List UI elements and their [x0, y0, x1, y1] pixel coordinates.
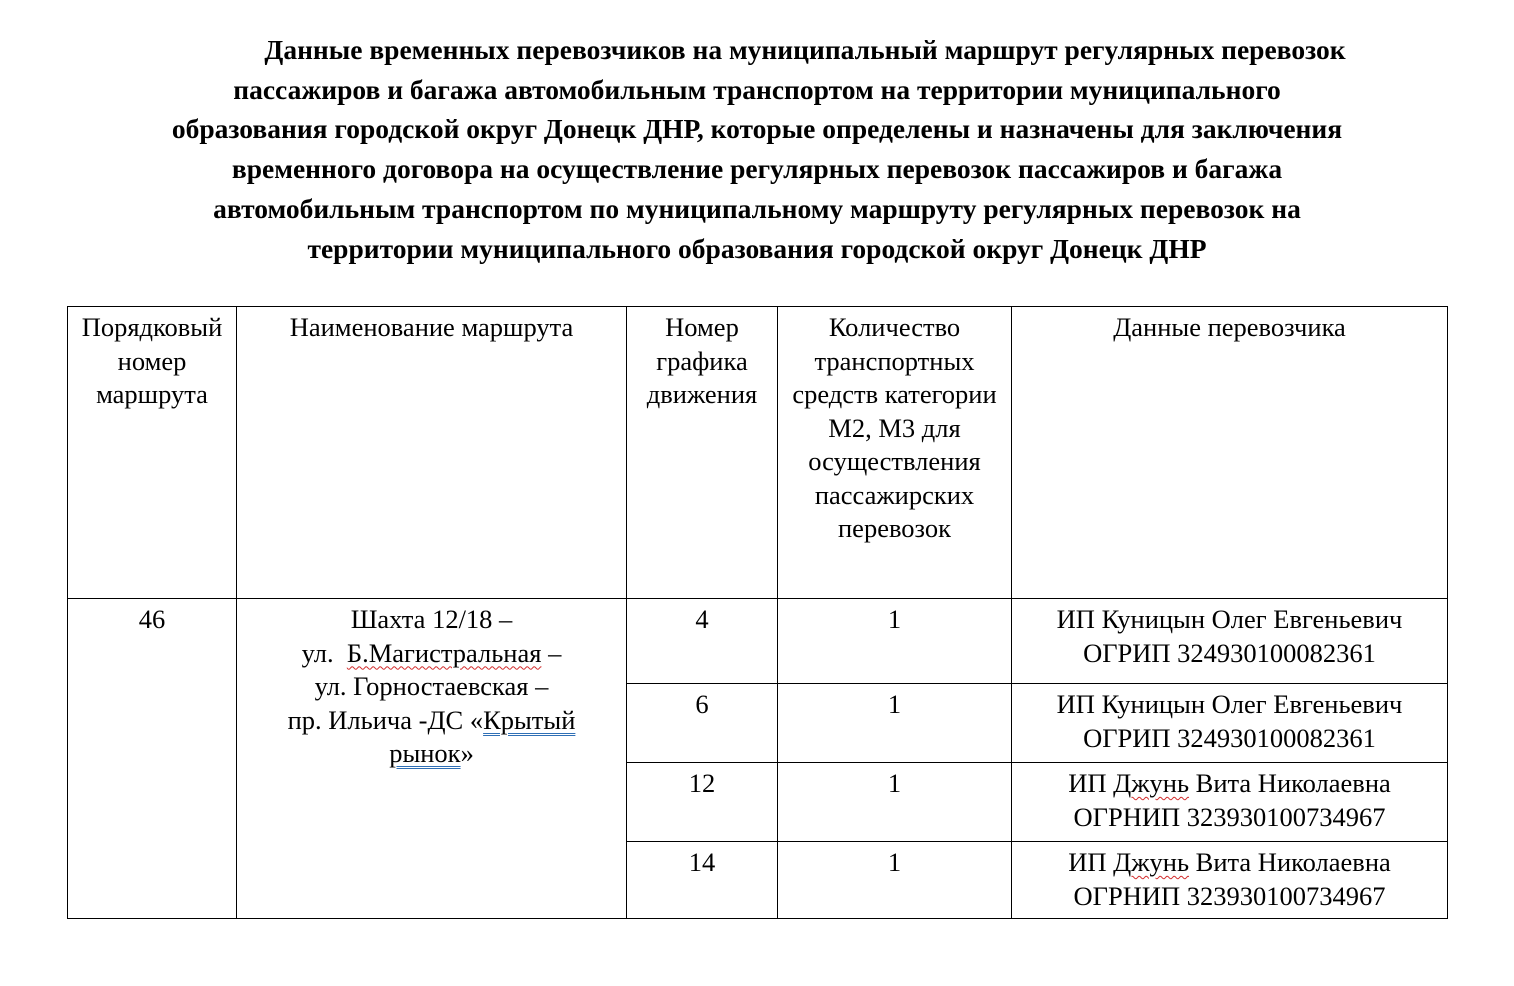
carrier-name [1018, 767, 1441, 801]
route-name-line [243, 637, 620, 671]
grammar-flagged-word: рынок [389, 738, 461, 768]
route-name-line: Шахта 12/18 – [350, 604, 513, 634]
header-schedule-number: Номер графика движения [627, 307, 778, 599]
carrier-prefix: ИП [1068, 768, 1107, 798]
carrier-surname: Куницын [1101, 689, 1206, 719]
route-name-text: пр. Ильича -ДС « [287, 704, 484, 735]
carrier-registration: ОГРНИП 323930100734967 [1073, 801, 1386, 832]
spellcheck-word: Б.Магистральная [346, 637, 542, 668]
carrier-prefix: ИП [1068, 847, 1107, 877]
header-route-number: Порядковый номер маршрута [68, 307, 237, 599]
title-line: территории муниципального образования городской округ Донецк ДНР [307, 232, 1207, 264]
header-vehicle-count: Количество транспортных средств категории М2, М3 для осуществления пассажирских перевозок [778, 307, 1012, 599]
table-header-row [68, 307, 1448, 599]
title-line: временного договора на осуществление регулярных перевозок пассажиров и багажа [231, 153, 1283, 185]
header-carrier-data: Данные перевозчика [1012, 307, 1448, 599]
vehicle-count-cell: 1 [778, 684, 1012, 763]
title-line: пассажиров и багажа автомобильным транспортом на территории муниципального [233, 73, 1281, 105]
title-line: образования городской округ Донецк ДНР, которые определены и назначены для заключения [171, 113, 1343, 145]
schedule-cell: 6 [627, 684, 778, 763]
title-line: Данные временных перевозчиков на муниципальный маршрут регулярных перевозок [264, 34, 1346, 65]
carrier-name [1018, 688, 1441, 722]
title-line: автомобильным транспортом по муниципальному маршруту регулярных перевозок на [213, 192, 1301, 224]
carrier-registration: ОГРНИП 323930100734967 [1073, 880, 1386, 911]
route-name-text: » [460, 738, 474, 768]
spellcheck-word: Джунь [1113, 847, 1190, 877]
carrier-surname: Куницын [1101, 604, 1206, 634]
header-route-name: Наименование маршрута [237, 307, 627, 599]
carrier-prefix: ИП [1056, 689, 1095, 719]
carrier-name [1018, 846, 1441, 880]
carrier-name [1018, 603, 1441, 637]
route-number-cell: 46 [68, 599, 237, 919]
carrier-cell [1012, 599, 1448, 684]
carrier-prefix: ИП [1056, 604, 1095, 634]
carrier-registration: ОГРИП 324930100082361 [1083, 637, 1376, 668]
schedule-cell: 4 [627, 599, 778, 684]
table-row [68, 599, 1448, 684]
carrier-registration: ОГРИП 324930100082361 [1083, 722, 1376, 753]
route-name-cell [237, 599, 627, 919]
carrier-cell [1012, 684, 1448, 763]
schedule-cell: 14 [627, 842, 778, 919]
vehicle-count-cell: 1 [778, 599, 1012, 684]
carrier-cell [1012, 842, 1448, 919]
schedule-cell: 12 [627, 763, 778, 842]
carrier-given-names: Олег Евгеньевич [1211, 689, 1403, 719]
carrier-given-names: Вита Николаевна [1195, 768, 1391, 798]
route-name-text: – [548, 637, 562, 668]
carriers-table [67, 306, 1448, 919]
carrier-cell [1012, 763, 1448, 842]
route-name-line [243, 737, 620, 771]
spellcheck-word: Джунь [1113, 768, 1190, 798]
vehicle-count-cell: 1 [778, 763, 1012, 842]
route-name-line [243, 704, 620, 738]
document-title [60, 30, 1454, 268]
carrier-given-names: Вита Николаевна [1195, 847, 1391, 877]
vehicle-count-cell: 1 [778, 842, 1012, 919]
route-name-text: ул. [301, 637, 334, 668]
route-name-line: ул. Горностаевская – [314, 671, 549, 701]
grammar-flagged-word: Крытый [483, 704, 576, 735]
carrier-given-names: Олег Евгеньевич [1211, 604, 1403, 634]
